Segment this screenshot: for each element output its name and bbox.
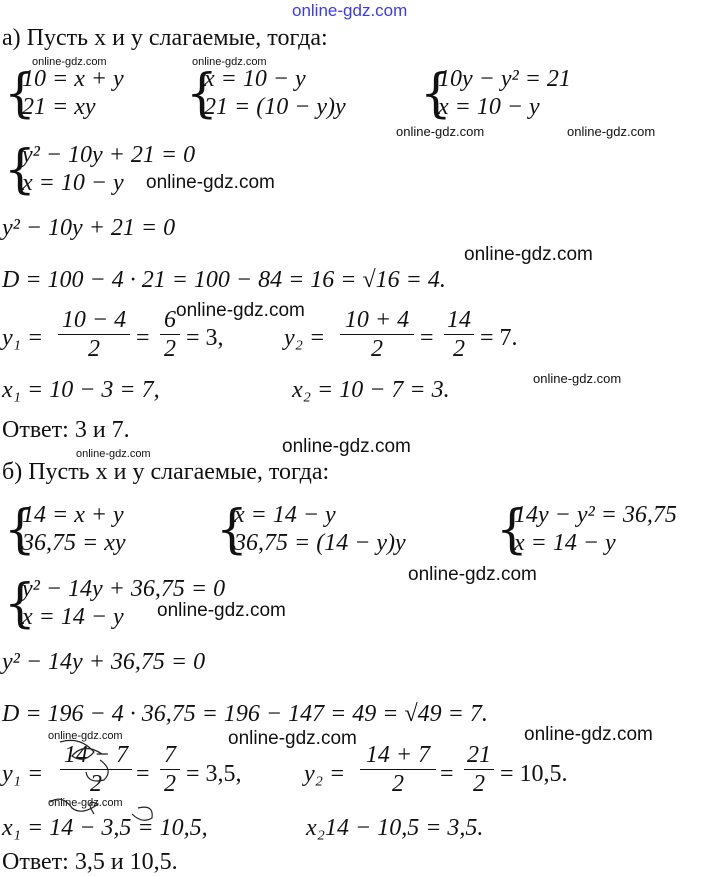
numerator: 14 − 7 [63,742,129,768]
system-row: 14y − y² = 36,75 [514,502,677,528]
denominator: 2 [453,336,465,362]
brace: { [4,498,36,560]
part-a-y1-result: = 3, [186,325,224,351]
denominator: 2 [90,771,102,797]
equals-sign: = [420,325,434,351]
part-a-y1-label: y₁ = [2,325,44,351]
part-b-y2-fraction-1 [360,742,436,797]
system-row: x = 14 − y [514,530,616,556]
part-a-heading: а) Пусть x и y слагаемые, тогда: [2,25,328,51]
watermark: online-gdz.com [48,730,123,742]
part-a-quadratic: y² − 10y + 21 = 0 [2,215,176,241]
system-row: y² − 14y + 36,75 = 0 [22,576,226,602]
watermark: online-gdz.com [32,56,107,68]
part-b-quadratic: y² − 14y + 36,75 = 0 [2,649,206,675]
system-row: 21 = xy [22,94,96,120]
watermark: online-gdz.com [396,124,485,139]
part-b-x2: x₂14 − 10,5 = 3,5. [306,815,484,841]
part-b-answer: Ответ: 3,5 и 10,5. [2,849,178,875]
system-row: 36,75 = (14 − y)y [234,530,406,556]
brace: { [496,498,528,560]
system-row: y² − 10y + 21 = 0 [22,142,196,168]
part-a-discriminant: D = 100 − 4 · 21 = 100 − 84 = 16 = √16 = 4. [2,267,446,293]
watermark: online-gdz.com [48,797,123,809]
watermark: online-gdz.com [524,724,653,745]
part-a-y2-fraction-1 [340,307,414,362]
brace: { [216,498,248,560]
numerator: 7 [164,742,176,768]
numerator: 6 [164,307,176,333]
system-row: x = 14 − y [234,502,336,528]
brace: { [4,62,36,124]
denominator: 2 [392,771,404,797]
equals-sign: = [136,761,150,787]
part-a-y1-fraction-1 [58,307,130,362]
brace: { [186,62,218,124]
numerator: 14 [447,307,471,333]
watermark: online-gdz.com [533,371,622,386]
numerator: 10 + 4 [344,307,410,333]
brace: { [4,138,36,200]
system-row: 21 = (10 − y)y [204,94,346,120]
part-b-x1: x₁ = 14 − 3,5 = 10,5, [2,815,208,841]
part-b-y2-label: y₂ = [304,761,346,787]
watermark: online-gdz.com [146,172,275,193]
part-b-discriminant: D = 196 − 4 · 36,75 = 196 − 147 = 49 = √49 = 7. [2,701,488,727]
watermark: online-gdz.com [176,300,305,321]
system-row: x = 14 − y [22,604,124,630]
brace: { [4,572,36,634]
numerator: 14 + 7 [365,742,431,768]
denominator: 2 [473,771,485,797]
part-a-answer: Ответ: 3 и 7. [2,417,130,443]
watermark: online-gdz.com [464,244,593,265]
part-a-y1-fraction-2 [160,307,180,362]
scribble-mark [20,730,180,830]
system-row: 10 = x + y [22,66,124,92]
part-a-y2-result: = 7. [480,325,518,351]
part-b-heading: б) Пусть x и y слагаемые, тогда: [2,459,330,485]
watermark: online-gdz.com [228,728,357,749]
part-b-y2-fraction-2 [464,742,494,797]
numerator: 21 [467,742,491,768]
brace: { [420,62,452,124]
system-row: 10y − y² = 21 [438,66,571,92]
equals-sign: = [440,761,454,787]
part-b-y1-label: y₁ = [2,761,44,787]
part-a-y2-fraction-2 [444,307,474,362]
denominator: 2 [371,336,383,362]
system-row: x = 10 − y [22,170,124,196]
denominator: 2 [164,771,176,797]
numerator: 10 − 4 [61,307,127,333]
system-row: x = 10 − y [204,66,306,92]
denominator: 2 [164,336,176,362]
watermark: online-gdz.com [282,436,411,457]
system-row: 14 = x + y [22,502,124,528]
watermark: online-gdz.com [157,600,286,621]
watermark: online-gdz.com [567,124,656,139]
part-b-y1-result: = 3,5, [186,761,242,787]
part-b-y2-result: = 10,5. [500,761,568,787]
part-a-y2-label: y₂ = [284,325,326,351]
part-a-x2: x₂ = 10 − 7 = 3. [292,377,450,403]
equals-sign: = [136,325,150,351]
watermark: online-gdz.com [76,448,151,460]
part-a-x1: x₁ = 10 − 3 = 7, [2,377,160,403]
denominator: 2 [88,336,100,362]
system-row: x = 10 − y [438,94,540,120]
system-row: 36,75 = xy [22,530,126,556]
watermark: online-gdz.com [408,564,537,585]
watermark: online-gdz.com [192,56,267,68]
watermark-top: online-gdz.com [292,1,408,20]
